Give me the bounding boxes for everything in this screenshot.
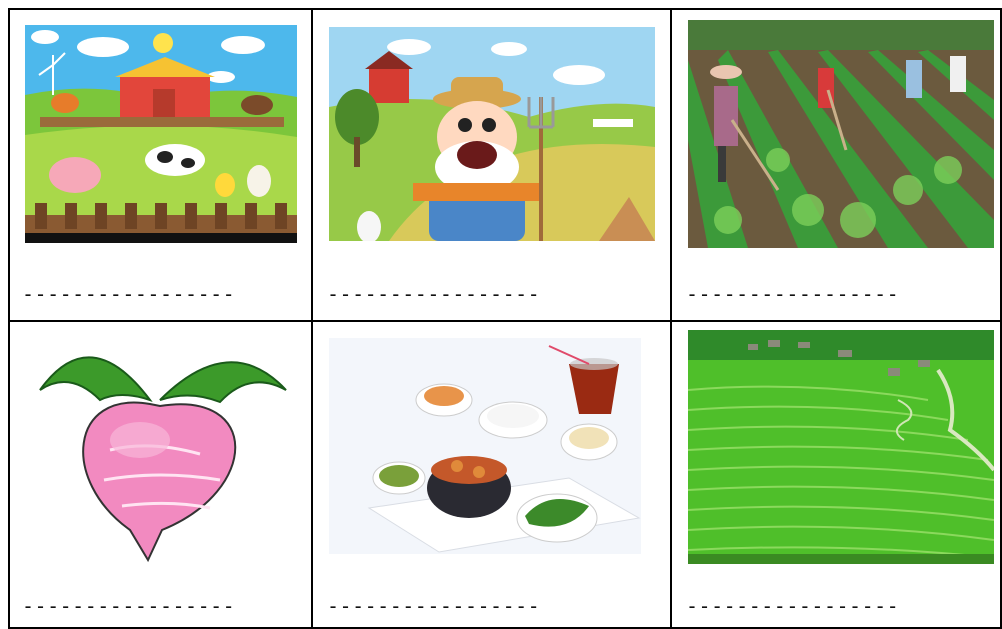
cell-meal: [312, 321, 671, 628]
worksheet: [8, 8, 1000, 627]
radish-image: [30, 330, 292, 564]
farm-cartoon-image: [25, 25, 297, 243]
rice-terraces-photo: [688, 330, 994, 564]
answer-blank[interactable]: -----------------: [327, 594, 541, 618]
answer-blank[interactable]: -----------------: [686, 282, 900, 306]
answer-blank[interactable]: -----------------: [327, 282, 541, 306]
cell-farm: [9, 9, 312, 321]
answer-blank[interactable]: -----------------: [686, 594, 900, 618]
farmers-field-photo: [688, 20, 994, 248]
answer-blank[interactable]: -----------------: [22, 594, 236, 618]
cell-radish: [9, 321, 312, 628]
meal-set-photo: [329, 338, 641, 554]
cell-farmer: [312, 9, 671, 321]
answer-blank[interactable]: -----------------: [22, 282, 236, 306]
farmer-cartoon-image: [329, 27, 655, 241]
cell-terraces: [671, 321, 1001, 628]
picture-grid: [8, 8, 1002, 629]
cell-farmers-field: [671, 9, 1001, 321]
